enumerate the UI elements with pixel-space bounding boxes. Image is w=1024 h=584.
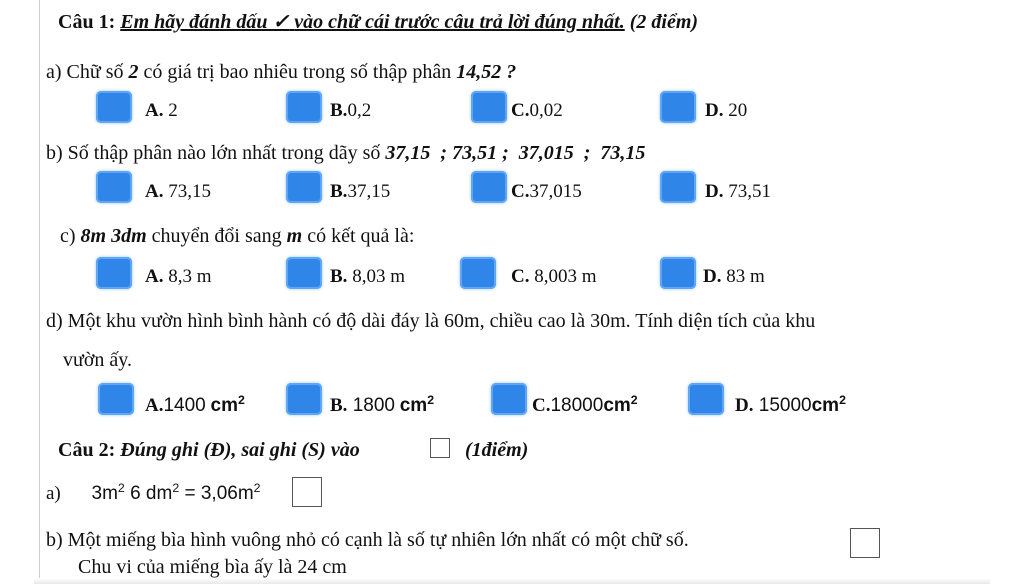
q1-title	[58, 12, 698, 32]
q1c-option-b-checkbox[interactable]	[286, 257, 322, 289]
q1b-option-b-checkbox[interactable]	[286, 171, 322, 203]
q1-points: (2 điểm)	[629, 11, 699, 33]
q1a-option-c-checkbox[interactable]	[471, 91, 507, 123]
q1a-option-a: A. 2	[145, 100, 178, 121]
q1a-option-c: C.0,02	[511, 100, 563, 121]
q2b-answer-box[interactable]	[850, 528, 880, 558]
q1b-option-a-checkbox[interactable]	[96, 171, 132, 203]
q1c-question: c) 8m 3dm chuyển đổi sang m có kết quả là:	[60, 225, 415, 247]
q1d-option-b: B. 1800 $cm^2$	[330, 393, 435, 416]
q1b-option-a: A. 73,15	[145, 181, 211, 202]
q1a-option-b: B.0,2	[330, 100, 372, 121]
checkmark-icon: ✓	[272, 11, 290, 33]
q1a-option-d-checkbox[interactable]	[660, 91, 696, 123]
q1b-option-d: D. 73,51	[705, 181, 771, 202]
page-margin-line	[39, 0, 40, 584]
q2b-statement-line1: b) Một miếng bìa hình vuông nhỏ có cạnh là số tự nhiên lớn nhất có một chữ số.	[46, 529, 689, 551]
q2a-answer-box[interactable]	[292, 477, 322, 507]
q2-instruction: Đúng ghi (Đ), sai ghi (S) vào	[120, 439, 360, 461]
q1c-option-d-checkbox[interactable]	[660, 257, 696, 289]
q1a-option-a-checkbox[interactable]	[96, 91, 132, 123]
q1c-option-c-checkbox[interactable]	[460, 257, 496, 289]
q1b-question: b) Số thập phân nào lớn nhất trong dãy số 37,15 ; 73,51 ; 37,015 ; 73,15	[46, 142, 646, 164]
q1-number: Câu 1:	[58, 11, 116, 33]
q1d-option-c-checkbox[interactable]	[491, 383, 527, 415]
q1c-option-a-checkbox[interactable]	[96, 257, 132, 289]
q1a-question: a) Chữ số 2 có giá trị bao nhiêu trong số thập phân 14,52 ?	[46, 61, 517, 83]
q1d-option-c: $C.18000cm^2$	[532, 393, 638, 416]
q1b-option-c: C.37,015	[511, 181, 582, 202]
q1b-option-b: B.37,15	[330, 181, 391, 202]
q1d-option-d-checkbox[interactable]	[688, 383, 724, 415]
q1a-option-b-checkbox[interactable]	[286, 91, 322, 123]
q1-instruction: Em hãy đánh dấu ✓ vào chữ cái trước câu trả lời đúng nhất.	[120, 11, 625, 33]
q1d-option-d: D. $15000cm^2$	[735, 393, 846, 416]
q1b-option-c-checkbox[interactable]	[471, 171, 507, 203]
q1d-option-a-checkbox[interactable]	[98, 383, 134, 415]
page-bottom-edge	[34, 578, 990, 584]
q1d-question-line2: vườn ấy.	[63, 349, 132, 371]
q1c-option-d: D. 83 m	[703, 266, 765, 287]
q1a-option-d: D. 20	[705, 100, 748, 121]
q2-number: Câu 2:	[58, 439, 116, 461]
q1c-option-c: C. 8,003 m	[511, 266, 597, 287]
q1c-option-b: B. 8,03 m	[330, 266, 405, 287]
q2-title	[58, 440, 360, 460]
q1b-option-d-checkbox[interactable]	[660, 171, 696, 203]
q2-title-answer-box	[430, 438, 450, 458]
q1c-option-a: A. 8,3 m	[145, 266, 212, 287]
q2-points: (1điểm)	[465, 439, 529, 461]
q1d-question-line1: d) Một khu vườn hình bình hành có độ dài đáy là 60m, chiều cao là 30m. Tính diện tích của khu	[46, 310, 816, 332]
q2a-statement: a) $3m^2$ 6 $dm^2 = 3,06m^2$	[46, 481, 261, 504]
q1d-option-a: A.1400 $cm^2$	[145, 393, 245, 416]
q2b-statement-line2: Chu vi của miếng bìa ấy là 24 cm	[78, 556, 347, 578]
q1d-option-b-checkbox[interactable]	[286, 383, 322, 415]
